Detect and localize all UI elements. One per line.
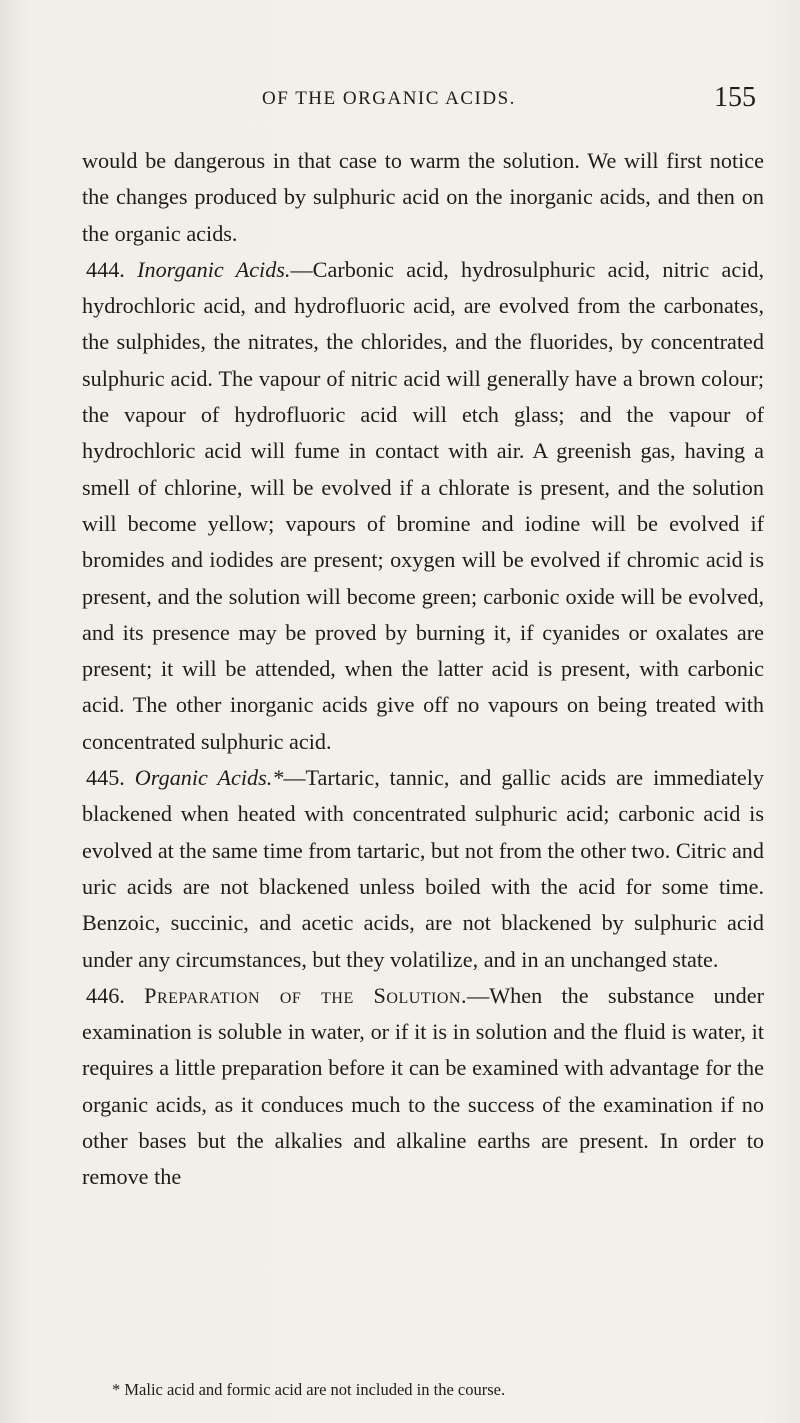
paragraph-446 [82, 978, 764, 1196]
paragraph-text: —Tartaric, tannic, and gallic acids are immediately blackened when heated with concentrated sulphuric acid; carbonic acid is evolved at the same time from tartaric, but not from the other two. Citric and uric acids are not blackened unless boiled with the acid for some time. Benzoic, succinic, and acetic acids, are not blackened by sulphuric acid under any circumstances, but they volatilize, and in an unchanged state. [82, 765, 764, 972]
paragraph-text: would be dangerous in that case to warm the solution. We will first notice the changes produced by sulphuric acid on the inorganic acids, and then on the organic acids. [82, 148, 764, 246]
paragraph-continued [82, 143, 764, 252]
paragraph-text: —When the substance under examination is soluble in water, or if it is in solution and the fluid is water, it requires a little preparation before it can be examined with advantage for the organic acids, as it conduces much to the success of the examination if no other bases but the alkalies and alkaline earths are present. In order to remove the [82, 982, 765, 1190]
page-number: 155 [714, 82, 756, 113]
section-number: 444. [86, 256, 125, 282]
section-heading: Inorganic Acids. [137, 256, 291, 282]
running-title: OF THE ORGANIC ACIDS. [262, 88, 516, 109]
body-text [82, 143, 764, 1196]
footnote: * Malic acid and formic acid are not included in the course. [112, 1380, 506, 1399]
section-number: 445. [86, 765, 125, 791]
paragraph-445 [82, 760, 764, 978]
section-number: 446. [86, 982, 125, 1008]
paragraph-text: —Carbonic acid, hydrosulphuric acid, nitric acid, hydrochloric acid, and hydrofluoric acid, are evolved from the carbonates, the sulphides, the nitrates, the chlorides, and the fluorides, by concentrated sulphuric acid. The vapour of nitric acid will generally have a brown colour; the vapour of hydrofluoric acid will etch glass; and the vapour of hydrochloric acid will fume in contact with air. A greenish gas, having a smell of chlorine, will be evolved if a chlorate is present, and the solution will become yellow; vapours of bromine and iodine will be evolved if bromides and iodides are present; oxygen will be evolved if chromic acid is present, and the solution will become green; carbonic oxide will be evolved, and its presence may be proved by burning it, if cyanides or oxalates are present; it will be attended, when the latter acid is present, with carbonic acid. The other inorganic acids give off no vapours on being treated with concentrated sulphuric acid. [82, 256, 764, 754]
section-heading: Preparation of the Solution. [144, 982, 468, 1008]
paragraph-444 [82, 252, 764, 760]
section-heading: Organic Acids.* [134, 765, 284, 791]
